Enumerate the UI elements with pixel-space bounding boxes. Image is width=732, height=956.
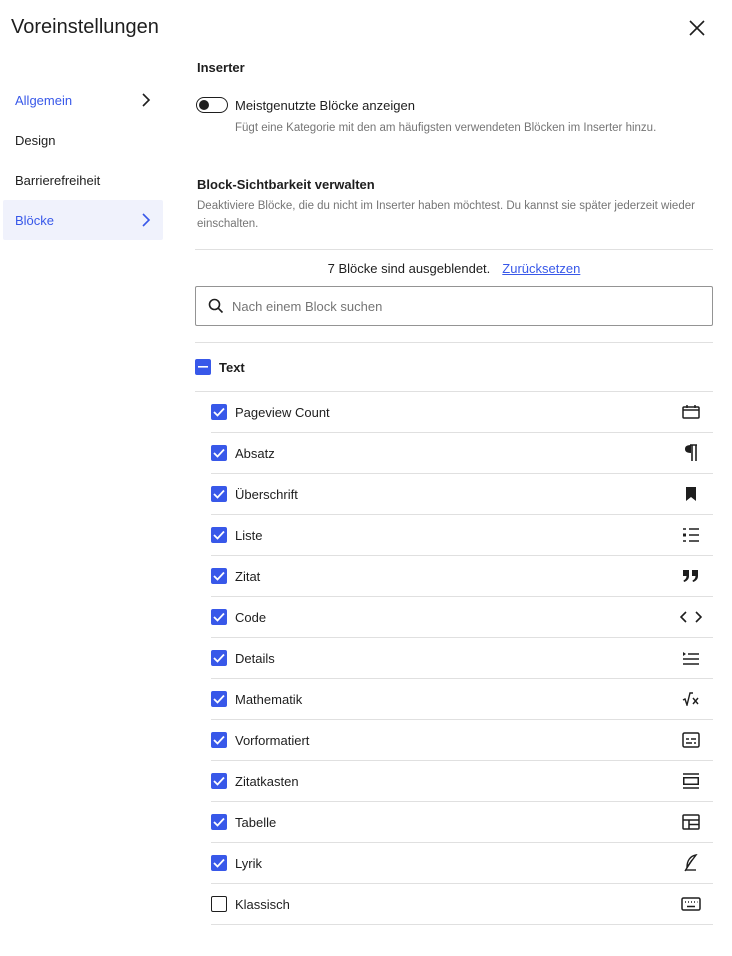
block-row bbox=[211, 884, 713, 925]
block-checkbox[interactable] bbox=[211, 568, 227, 584]
block-label: Vorformatiert bbox=[235, 732, 310, 748]
block-checkbox[interactable] bbox=[211, 814, 227, 830]
block-label: Details bbox=[235, 650, 275, 666]
block-row bbox=[211, 802, 713, 843]
chevron-right-icon bbox=[141, 93, 151, 107]
dialog-title: Voreinstellungen bbox=[11, 16, 159, 38]
reset-link[interactable]: Zurücksetzen bbox=[502, 260, 581, 276]
block-checkbox[interactable] bbox=[211, 527, 227, 543]
block-checkbox[interactable] bbox=[211, 691, 227, 707]
block-row bbox=[211, 638, 713, 679]
block-label: Zitat bbox=[235, 568, 261, 584]
sidebar-item-label: Design bbox=[15, 132, 56, 148]
block-label: Liste bbox=[235, 527, 263, 543]
category-label: Text bbox=[219, 359, 245, 375]
block-list bbox=[211, 392, 713, 925]
calendar-icon bbox=[679, 400, 703, 424]
toggle-knob bbox=[199, 100, 209, 110]
chevron-right-icon bbox=[141, 213, 151, 227]
pullquote-icon bbox=[679, 769, 703, 793]
block-label: Tabelle bbox=[235, 814, 277, 830]
category-row-text bbox=[195, 343, 713, 392]
block-checkbox[interactable] bbox=[211, 773, 227, 789]
block-checkbox[interactable] bbox=[211, 855, 227, 871]
details-icon bbox=[679, 646, 703, 670]
sidebar-item-allgemein[interactable] bbox=[3, 80, 163, 120]
most-used-toggle-row bbox=[195, 97, 713, 113]
inserter-help-text: Fügt eine Kategorie mit den am häufigsten verwendeten Blöcken im Inserter hinzu. bbox=[235, 122, 657, 134]
keyboard-icon bbox=[679, 892, 703, 916]
sidebar-item-label: Allgemein bbox=[15, 92, 73, 108]
block-row bbox=[211, 392, 713, 433]
preferences-main bbox=[195, 60, 713, 925]
block-search-field[interactable] bbox=[195, 286, 713, 326]
sidebar bbox=[3, 80, 163, 240]
block-checkbox[interactable] bbox=[211, 445, 227, 461]
feather-icon bbox=[679, 851, 703, 875]
quote-icon bbox=[679, 564, 703, 588]
inserter-section-title: Inserter bbox=[197, 60, 245, 75]
math-icon bbox=[679, 687, 703, 711]
block-row bbox=[211, 720, 713, 761]
block-label: Absatz bbox=[235, 445, 275, 461]
toggle-label: Meistgenutzte Blöcke anzeigen bbox=[235, 97, 415, 113]
block-row bbox=[211, 597, 713, 638]
block-label: Pageview Count bbox=[235, 404, 330, 420]
block-row bbox=[211, 474, 713, 515]
visibility-section-title: Block-Sichtbarkeit verwalten bbox=[197, 177, 375, 192]
block-row bbox=[211, 761, 713, 802]
sidebar-item-label: Blöcke bbox=[15, 212, 55, 228]
block-checkbox[interactable] bbox=[211, 486, 227, 502]
bookmark-icon bbox=[679, 482, 703, 506]
category-checkbox[interactable] bbox=[195, 359, 211, 375]
sidebar-item-bloecke[interactable] bbox=[3, 200, 163, 240]
block-checkbox[interactable] bbox=[211, 896, 227, 912]
sidebar-item-design[interactable] bbox=[3, 120, 163, 160]
block-label: Code bbox=[235, 609, 267, 625]
hidden-count-text: 7 Blöcke sind ausgeblendet. bbox=[327, 260, 491, 276]
search-icon bbox=[208, 298, 224, 314]
block-label: Zitatkasten bbox=[235, 773, 299, 789]
sidebar-item-barrierefreiheit[interactable] bbox=[3, 160, 163, 200]
block-row bbox=[211, 679, 713, 720]
block-label: Lyrik bbox=[235, 855, 262, 871]
block-checkbox[interactable] bbox=[211, 404, 227, 420]
block-label: Mathematik bbox=[235, 691, 303, 707]
block-row bbox=[211, 843, 713, 884]
block-row bbox=[211, 556, 713, 597]
most-used-toggle[interactable] bbox=[196, 97, 228, 113]
block-row bbox=[211, 515, 713, 556]
table-icon bbox=[679, 810, 703, 834]
block-checkbox[interactable] bbox=[211, 650, 227, 666]
visibility-help-text: Deaktiviere Blöcke, die du nicht im Inserter haben möchtest. Du kannst sie später jederzeit wieder einschalten. bbox=[197, 200, 695, 230]
block-checkbox[interactable] bbox=[211, 732, 227, 748]
block-label: Überschrift bbox=[235, 486, 298, 502]
code-icon bbox=[679, 605, 703, 629]
preformatted-icon bbox=[679, 728, 703, 752]
hidden-blocks-notice bbox=[195, 250, 713, 286]
search-input[interactable] bbox=[232, 299, 692, 314]
block-checkbox[interactable] bbox=[211, 609, 227, 625]
block-row bbox=[211, 433, 713, 474]
close-button[interactable] bbox=[685, 16, 709, 40]
list-icon bbox=[679, 523, 703, 547]
block-label: Klassisch bbox=[235, 896, 290, 912]
paragraph-icon bbox=[679, 441, 703, 465]
sidebar-item-label: Barrierefreiheit bbox=[15, 172, 101, 188]
close-icon bbox=[688, 19, 706, 37]
